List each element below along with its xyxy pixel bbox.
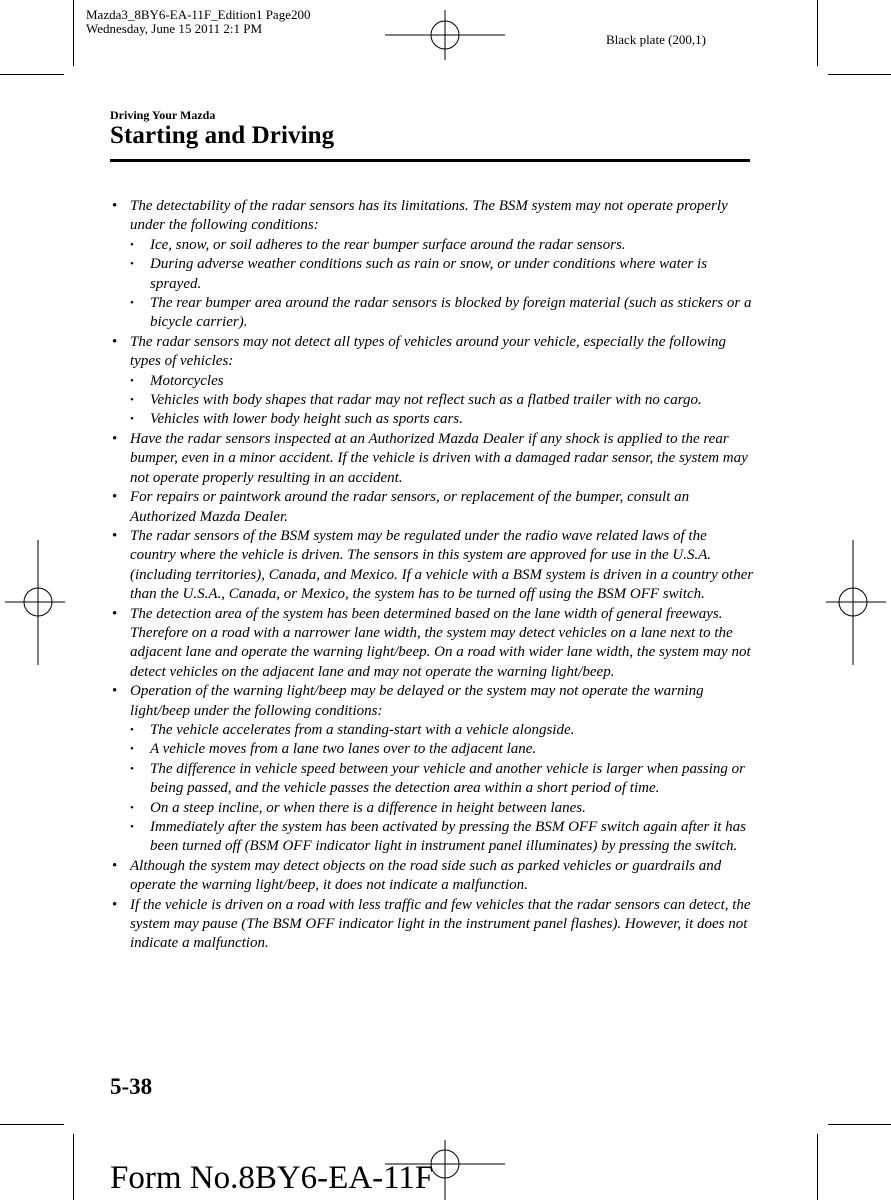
- bullet-text: The detectability of the radar sensors has its limitations. The BSM system may not operate properly under the following conditions:: [130, 198, 728, 234]
- bullet-item: [110, 430, 755, 488]
- title-rule: [110, 159, 750, 162]
- bullet-item: [110, 333, 755, 372]
- sub-bullet-text: Ice, snow, or soil adheres to the rear bumper surface around the radar sensors.: [150, 236, 626, 253]
- section-label: Driving Your Mazda: [110, 108, 216, 122]
- sub-bullet-text: Vehicles with lower body height such as sports cars.: [150, 411, 463, 428]
- bullet-text: For repairs or paintwork around the radar sensors, or replacement of the bumper, consult an Authorized Mazda Dealer.: [130, 489, 690, 525]
- sub-bullet-item: [110, 818, 755, 857]
- bullet-icon: •: [112, 896, 118, 913]
- bullet-icon: •: [112, 683, 118, 700]
- sub-bullet-item: [110, 294, 755, 333]
- print-job-date-line: Wednesday, June 15 2011 2:1 PM: [86, 21, 263, 36]
- form-number: Form No.8BY6-EA-11F: [110, 1160, 434, 1196]
- crop-mark-bottom-left-v: [73, 1134, 74, 1200]
- print-job-file-line: Mazda3_8BY6-EA-11F_Edition1 Page200: [86, 7, 311, 22]
- sub-bullet-item: [110, 760, 755, 799]
- bullet-text: Operation of the warning light/beep may be delayed or the system may not operate the warning light/beep under the following conditions:: [130, 683, 704, 719]
- crop-mark-top-right-v: [817, 0, 818, 66]
- bullet-item: [110, 605, 755, 683]
- page-title: Starting and Driving: [110, 122, 335, 149]
- bullet-icon: •: [112, 527, 118, 544]
- crop-mark-bottom-left-h: [0, 1124, 64, 1125]
- crop-mark-bottom-right-v: [817, 1134, 818, 1200]
- crop-mark-top-left-h: [0, 74, 64, 75]
- sub-bullet-item: [110, 410, 755, 429]
- bullet-list: [110, 197, 755, 954]
- sub-bullet-icon: •: [130, 762, 134, 775]
- bullet-icon: •: [112, 198, 118, 214]
- sub-bullet-text: The vehicle accelerates from a standing-start with a vehicle alongside.: [150, 721, 575, 738]
- bullet-icon: •: [112, 605, 118, 622]
- sub-bullet-item: [110, 255, 755, 294]
- sub-bullet-text: Immediately after the system has been activated by pressing the BSM OFF switch again after it has been turned off (BSM OFF indicator light in instrument panel illuminates) by pressing the switch.: [150, 819, 746, 855]
- sub-bullet-icon: •: [130, 374, 134, 387]
- sub-bullet-icon: •: [130, 723, 134, 736]
- bullet-icon: •: [112, 489, 118, 506]
- sub-bullet-icon: •: [130, 297, 134, 310]
- sub-bullet-icon: •: [130, 821, 134, 833]
- sub-bullet-icon: •: [130, 394, 134, 407]
- sub-bullet-text: The difference in vehicle speed between your vehicle and another vehicle is larger when passing or being passed, and the vehicle passes the detection area within a short period of time.: [150, 760, 745, 797]
- crop-mark-top-left-v: [73, 0, 74, 66]
- sub-bullet-item: [110, 236, 755, 255]
- bullet-item: [110, 527, 755, 605]
- bullet-icon: •: [112, 430, 118, 447]
- bullet-item: [110, 488, 755, 527]
- sub-bullet-item: [110, 721, 755, 740]
- bullet-text: Although the system may detect objects on the road side such as parked vehicles or guardrails and operate the warning light/beep, it does not indicate a malfunction.: [130, 857, 722, 894]
- bullet-text: The radar sensors of the BSM system may be regulated under the radio wave related laws of the country where the vehicle is driven. The sensors in this system are approved for use in the U.S.A. (including territories), Canada, and Mexico. If a vehicle with a BSM system is driven in a country other than the U.S.A., Canada, or Mexico, the system has to be turned off using the BSM OFF switch.: [130, 527, 754, 603]
- bullet-icon: •: [112, 333, 118, 350]
- sub-bullet-icon: •: [130, 258, 134, 271]
- black-plate-label: Black plate (200,1): [606, 32, 706, 47]
- sub-bullet-icon: •: [130, 801, 134, 814]
- sub-bullet-item: [110, 799, 755, 818]
- bullet-item: [110, 682, 755, 721]
- sub-bullet-item: [110, 740, 755, 759]
- crop-mark-top-right-h: [828, 74, 891, 75]
- registration-target-right-icon: [826, 540, 886, 665]
- bullet-text: The detection area of the system has been determined based on the lane width of general freeways. Therefore on a road with a narrower lane width, the system may detect vehicles on a lane next to the adjacent lane and operate the warning light/beep. On a road with wider lane width, the system may not detect vehicles on the adjacent lane and may not operate the warning light/beep.: [130, 605, 751, 680]
- bullet-icon: •: [112, 857, 118, 874]
- crop-mark-bottom-right-h: [828, 1124, 891, 1125]
- sub-bullet-text: The rear bumper area around the radar sensors is blocked by foreign material (such as stickers or a bicycle carrier).: [150, 295, 752, 331]
- print-job-info: [86, 8, 310, 36]
- bullet-item: [110, 896, 755, 954]
- sub-bullet-icon: •: [130, 743, 134, 756]
- bullet-text: The radar sensors may not detect all types of vehicles around your vehicle, especially the following types of vehicles:: [130, 333, 726, 370]
- sub-bullet-icon: •: [130, 238, 134, 251]
- sub-bullet-text: A vehicle moves from a lane two lanes over to the adjacent lane.: [150, 741, 537, 758]
- registration-target-top-icon: [385, 10, 505, 60]
- sub-bullet-text: During adverse weather conditions such as rain or snow, or under conditions where water is sprayed.: [150, 256, 708, 292]
- sub-bullet-item: [110, 391, 755, 410]
- sub-bullet-icon: •: [130, 413, 134, 426]
- sub-bullet-text: On a steep incline, or when there is a difference in height between lanes.: [150, 799, 586, 816]
- sub-bullet-text: Motorcycles: [150, 372, 224, 389]
- page-number: 5-38: [110, 1074, 153, 1099]
- bullet-text: If the vehicle is driven on a road with less traffic and few vehicles that the radar sensors can detect, the system may pause (The BSM OFF indicator light in the instrument panel flashes). However, it does not indicate a malfunction.: [130, 896, 751, 952]
- sub-bullet-item: [110, 372, 755, 391]
- bullet-item: [110, 857, 755, 896]
- registration-target-left-icon: [5, 540, 65, 665]
- bullet-item: [110, 197, 755, 236]
- sub-bullet-text: Vehicles with body shapes that radar may not reflect such as a flatbed trailer with no cargo.: [150, 392, 702, 409]
- bullet-text: Have the radar sensors inspected at an Authorized Mazda Dealer if any shock is applied to the rear bumper, even in a minor accident. If the vehicle is driven with a damaged radar sensor, the system may not operate properly resulting in an accident.: [130, 430, 748, 486]
